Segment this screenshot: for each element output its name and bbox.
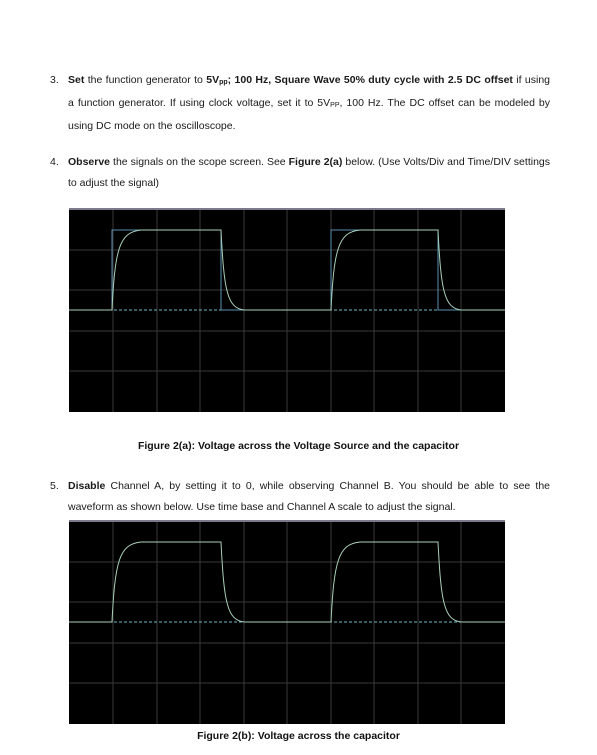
text-run (206, 74, 513, 86)
text-run: if using a function generator. (68, 74, 550, 109)
step-4-keyword: Observe (68, 156, 111, 168)
subscript: PP (330, 102, 340, 109)
step-5-keyword: Disable (68, 480, 106, 492)
subscript: pp (219, 79, 228, 86)
figure-2a-caption: Figure 2(a): Voltage across the Voltage Source and the capacitor (137, 440, 460, 452)
oscilloscope-screen-a (69, 208, 505, 412)
step-3 (50, 70, 550, 137)
step-4-text (68, 152, 550, 194)
text-run: Channel A, by setting it to 0, while observing Channel B. You should be able to see the waveform as shown below. Use time base and Channel A scale to adjust the signal. (68, 480, 550, 513)
figure-2b-caption: Figure 2(b): Voltage across the capacitor (197, 730, 400, 742)
step-3-keyword: Set (68, 74, 85, 86)
scope-grid (69, 210, 505, 412)
text-run: the signals on the scope screen. See (110, 156, 289, 168)
step-number: 3. (50, 74, 59, 86)
scope-display-b (69, 522, 505, 724)
oscilloscope-screen-b (69, 520, 505, 724)
step-4 (50, 152, 550, 194)
text-run: below. (Use Volts/Div and Time/DIV settings to adjust the signal) (68, 156, 550, 189)
text-run: , 100 Hz. The DC offset can be modeled by using DC mode on the oscilloscope. (68, 97, 550, 132)
scope-display-a (69, 210, 505, 412)
figure-reference: Figure 2(a) (288, 156, 343, 168)
text-run: If using clock voltage, set it to 5V (165, 97, 331, 109)
text-run: the function generator to (84, 74, 207, 86)
step-number: 4. (50, 156, 59, 168)
text-run: 5V (206, 74, 220, 86)
step-5 (50, 476, 550, 518)
scope-grid (69, 522, 505, 724)
step-3-text (68, 70, 550, 137)
text-run: ; 100 Hz, Square Wave 50% duty cycle with 2.5 DC offset (227, 74, 513, 86)
step-number: 5. (50, 480, 59, 492)
step-5-text (68, 476, 550, 518)
